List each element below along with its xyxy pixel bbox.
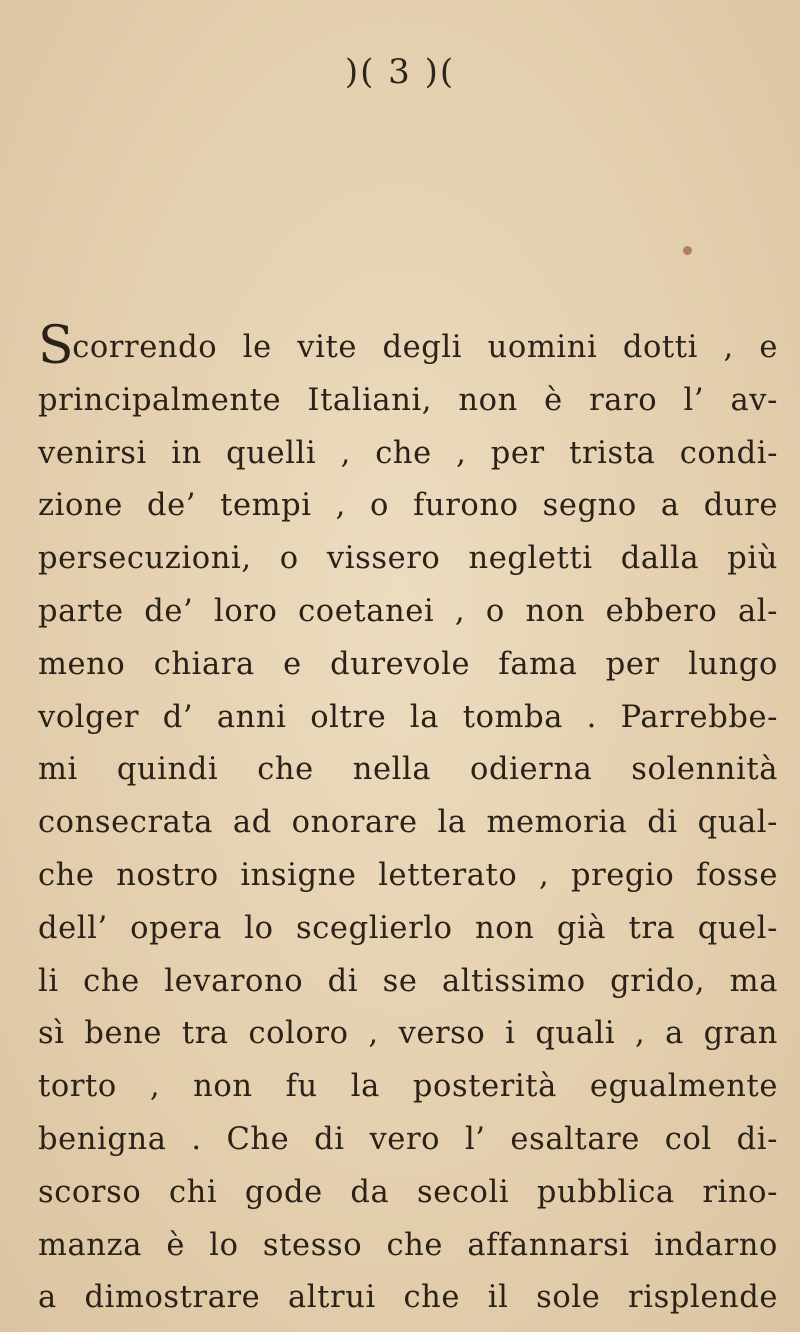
text-line: mi quindi che nella odierna solennità <box>38 752 778 788</box>
text-line: benigna . Che di vero l’ esaltare col di- <box>38 1121 778 1157</box>
text-line: torto , non fu la posterità egualmente <box>38 1069 778 1105</box>
text-line: zione de’ tempi , o furono segno a dure <box>38 488 778 524</box>
text-line: li che levarono di se altissimo grido, ma <box>38 963 778 999</box>
text-line: meno chiara e durevole fama per lungo <box>38 646 778 682</box>
text-line: dell’ opera lo sceglierlo non già tra quel- <box>38 910 778 946</box>
body-text <box>38 316 778 1325</box>
text-line: sì bene tra coloro , verso i quali , a gran <box>38 1016 778 1052</box>
drop-cap: S <box>38 316 75 376</box>
ink-spot <box>683 246 692 255</box>
text-line: a dimostrare altrui che il sole risplende <box>38 1280 778 1316</box>
text-line: consecrata ad onorare la memoria di qual- <box>38 805 778 841</box>
page-number: )( 3 )( <box>344 52 456 92</box>
text-line: che nostro insigne letterato , pregio fosse <box>38 857 778 893</box>
first-line-text: correndo le vite degli uomini dotti , e <box>72 330 778 365</box>
text-line-1 <box>38 316 778 376</box>
text-line: principalmente Italiani, non è raro l’ av- <box>38 382 778 418</box>
text-line: venirsi in quelli , che , per trista condi- <box>38 435 778 471</box>
text-line: persecuzioni, o vissero negletti dalla più <box>38 541 778 577</box>
text-line: manza è lo stesso che affannarsi indarno <box>38 1227 778 1263</box>
text-line: scorso chi gode da secoli pubblica rino- <box>38 1174 778 1210</box>
text-line: volger d’ anni oltre la tomba . Parrebbe- <box>38 699 778 735</box>
text-line: parte de’ loro coetanei , o non ebbero al- <box>38 593 778 629</box>
